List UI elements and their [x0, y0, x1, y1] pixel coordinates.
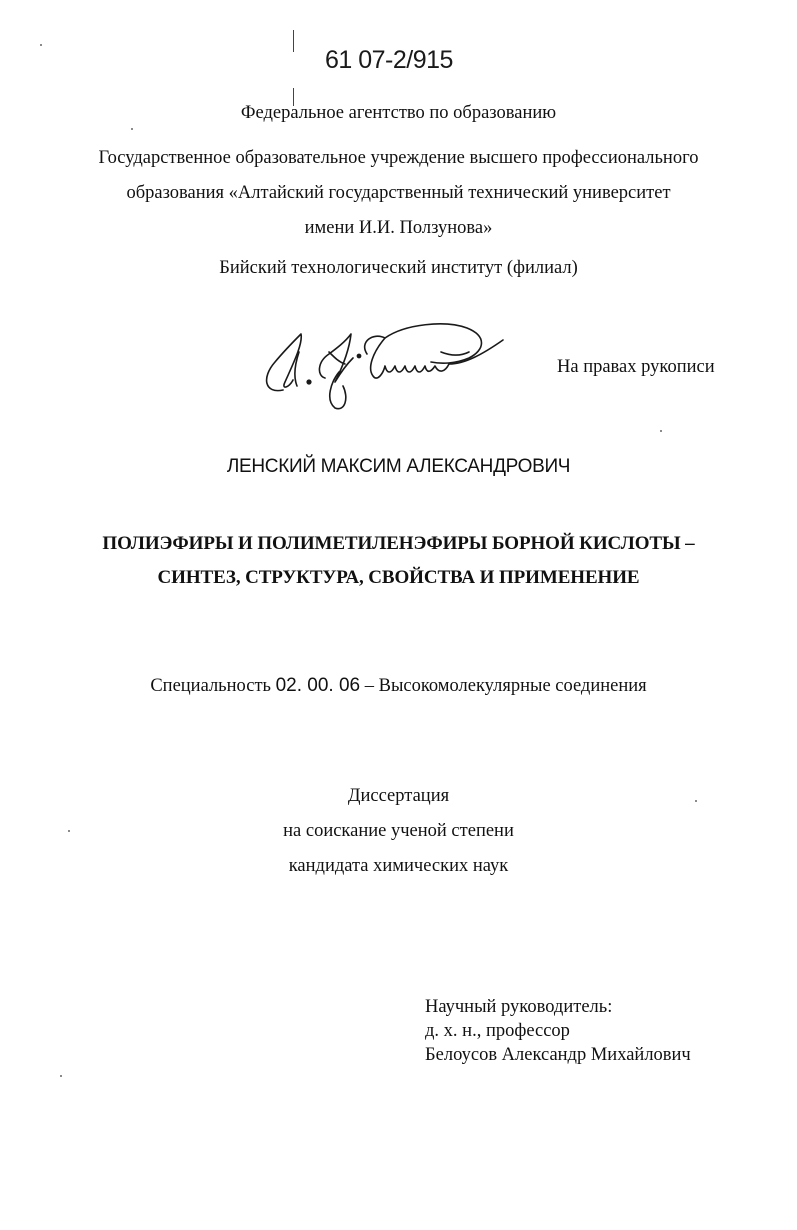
agency-name: Федеральное агентство по образованию	[240, 103, 557, 123]
supervisor-degree: д. х. н., профессор	[425, 1021, 570, 1041]
document-number: 61 07-2/915	[325, 46, 453, 74]
scan-speck	[695, 800, 697, 802]
specialty-suffix: – Высокомолекулярные соединения	[364, 676, 647, 696]
specialty-prefix: Специальность	[150, 676, 271, 696]
scan-speck	[131, 128, 133, 130]
scan-speck	[68, 830, 70, 832]
specialty-line	[0, 675, 797, 697]
signature-image	[255, 312, 510, 417]
institution-line-2: образования «Алтайский государственный технический университет	[126, 183, 671, 203]
scan-speck	[660, 430, 662, 432]
author-name: ЛЕНСКИЙ МАКСИМ АЛЕКСАНДРОВИЧ	[226, 456, 571, 477]
scan-speck	[40, 44, 42, 46]
title-line-1: ПОЛИЭФИРЫ И ПОЛИМЕТИЛЕНЭФИРЫ БОРНОЙ КИСЛОТЫ –	[102, 533, 695, 554]
manuscript-note: На правах рукописи	[557, 357, 715, 377]
dissertation-line-3: кандидата химических наук	[288, 856, 509, 876]
dissertation-line-1: Диссертация	[347, 786, 450, 806]
specialty-code: 02. 00. 06	[275, 675, 361, 696]
scan-speck	[60, 1075, 62, 1077]
supervisor-name: Белоусов Александр Михайлович	[425, 1045, 691, 1065]
dissertation-line-2: на соискание ученой степени	[283, 821, 514, 841]
stamp-mark-top	[293, 30, 294, 52]
institution-line-1: Государственное образовательное учреждение высшего профессионального	[98, 148, 699, 168]
title-line-2: СИНТЕЗ, СТРУКТУРА, СВОЙСТВА И ПРИМЕНЕНИЕ	[157, 567, 640, 588]
institute-name: Бийский технологический институт (филиал)	[219, 258, 578, 278]
supervisor-label: Научный руководитель:	[425, 997, 613, 1017]
institution-line-3: имени И.И. Ползунова»	[304, 218, 493, 238]
